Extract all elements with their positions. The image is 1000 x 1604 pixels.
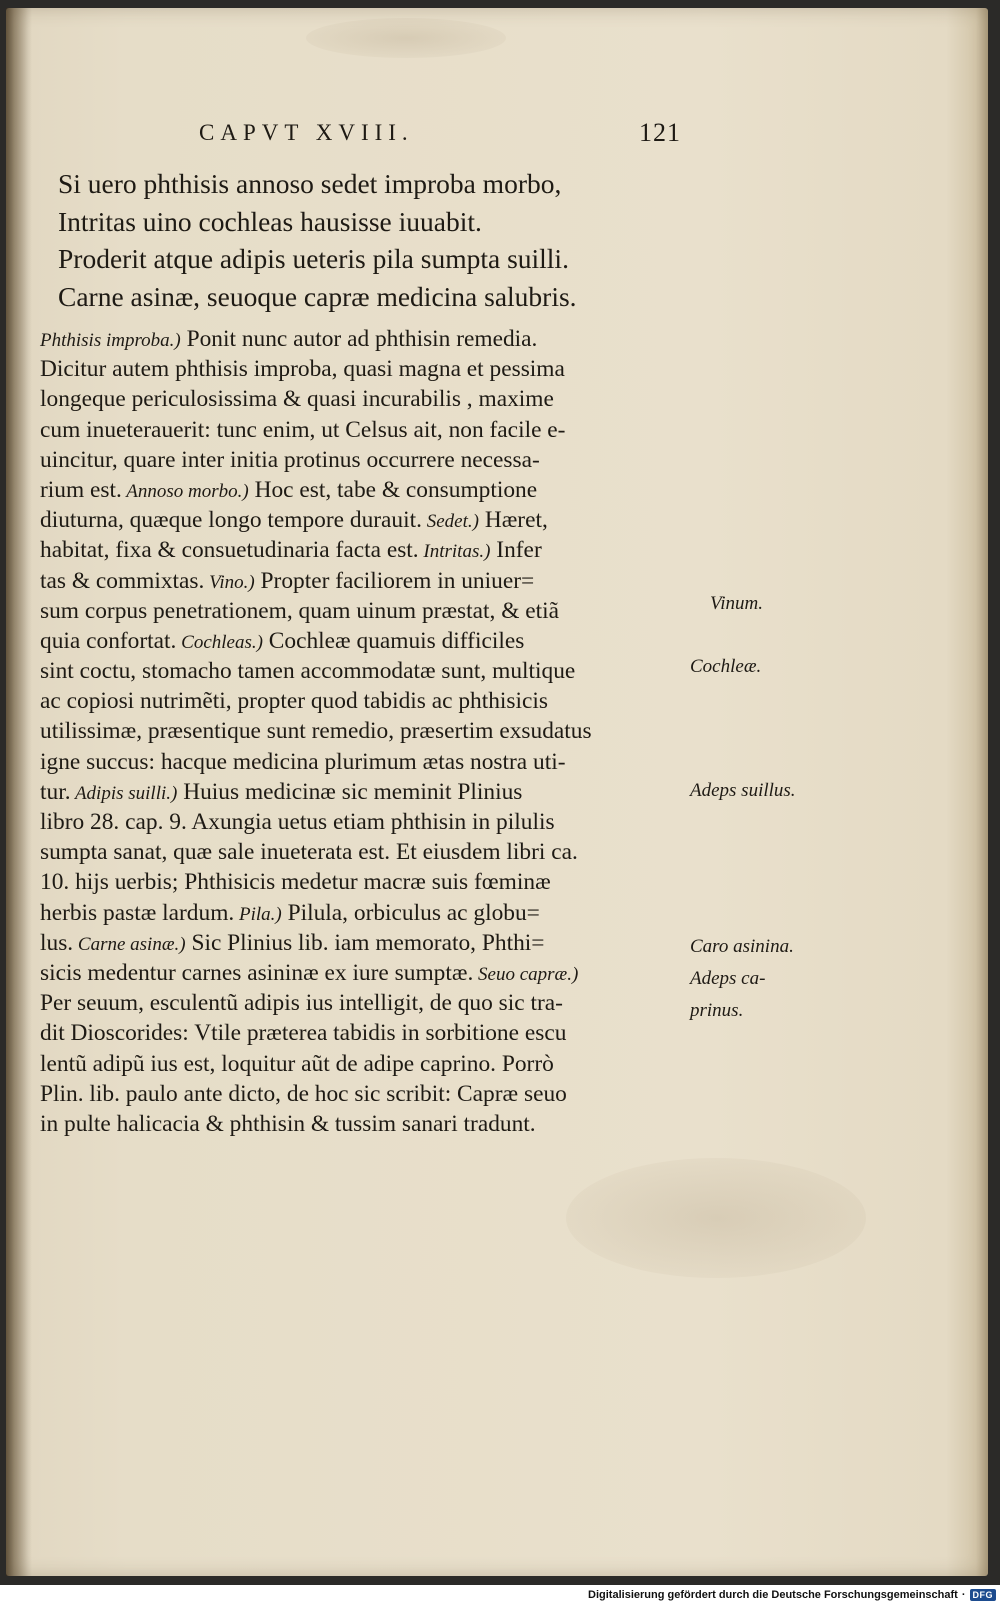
commentary-text: dit Dioscorides: Vtile præterea tabidis in sorbitione escu [40,1020,567,1047]
commentary-line [40,716,690,746]
commentary-text: cum inueterauerit: tunc enim, ut Celsus ait, non facile e- [40,416,566,443]
commentary-text: diuturna, quæque longo tempore durauit. [40,507,422,534]
commentary-block [40,324,690,1139]
lemma: Phthisis improba.) [40,330,181,351]
lemma: Seuo capræ.) [473,963,579,985]
commentary-line [40,626,690,656]
commentary-text: ac copiosi nutrimẽti, propter quod tabidis ac phthisicis [40,688,548,715]
commentary-text: sint coctu, stomacho tamen accommodatæ sunt, multique [40,658,576,685]
commentary-text: Hoc est, tabe & consumptione [248,476,538,503]
commentary-text: tas & commixtas. [40,567,205,594]
lemma: Carne asinæ.) [73,933,186,955]
spine-shadow [6,8,32,1576]
commentary-text: uincitur, quare inter initia protinus occurrere necessa- [40,446,540,473]
commentary-line [40,958,690,988]
lemma: Cochleas.) [176,631,263,653]
commentary-text: habitat, fixa & consuetudinaria facta est. [40,537,419,564]
commentary-line [40,475,690,505]
commentary-text: tur. [40,778,71,805]
commentary-text: Infer [490,537,542,564]
commentary-line [40,1109,690,1139]
commentary-text: Dicitur autem phthisis improba, quasi magna et pessima [40,356,565,383]
commentary-text: Ponit nunc autor ad phthisin remedia. [180,326,538,352]
commentary-text: quia confortat. [40,627,177,654]
commentary-line [40,656,690,686]
commentary-text: Huius medicinæ sic meminit Plinius [177,778,523,805]
commentary-line [40,445,690,475]
commentary-line [40,1049,690,1079]
verse-line: Carne asinæ, seuoque capræ medicina salubris. [58,280,577,312]
commentary-text: rium est. [40,476,122,503]
commentary-text: libro 28. cap. 9. Axungia uetus etiam phthisin in pilulis [40,809,555,835]
commentary-line [40,596,690,626]
commentary-text: Cochleæ quamuis difficiles [262,627,525,654]
commentary-line [40,324,690,354]
commentary-text: sicis medentur carnes asininæ ex iure sumptæ. [40,959,474,986]
commentary-line [40,535,690,565]
commentary-text: herbis pastæ lardum. [40,899,235,926]
margin-note-caro-asinina: Caro asinina. [690,936,794,957]
lemma: Intritas.) [418,541,491,563]
commentary-line [40,505,690,535]
margin-note-adeps-caprinus: prinus. [690,1000,744,1021]
commentary-text: igne succus: hacque medicina plurimum ætas nostra uti- [40,748,566,775]
lemma: Sedet.) [421,511,479,533]
commentary-text: Plin. lib. paulo ante dicto, de hoc sic scribit: Capræ seuo [40,1080,567,1107]
paper-stain [566,1158,866,1278]
commentary-line [40,1018,690,1048]
commentary-text: Hæret, [478,507,548,534]
commentary-line [40,807,690,837]
commentary-line [40,415,690,445]
commentary-line [40,1079,690,1109]
commentary-text: sumpta sanat, quæ sale inueterata est. Et eiusdem libri ca. [40,839,578,866]
margin-note-cochleae: Cochleæ. [690,656,762,677]
digitization-credit: Digitalisierung gefördert durch die Deutsche Forschungsgemeinschaft [588,1588,958,1601]
commentary-text: lus. [40,929,74,956]
commentary-line [40,354,690,384]
page-header [199,120,699,154]
commentary-text: Sic Plinius lib. iam memorato, Phthi= [185,929,545,956]
verse-line: Si uero phthisis annoso sedet improba morbo, [58,168,562,199]
commentary-text: Per seuum, esculentũ adipis ius intelligit, de quo sic tra- [40,990,563,1017]
digitization-footer: Digitalisierung gefördert durch die Deutsche Forschungsgemeinschaft · DFG [588,1585,996,1604]
commentary-line [40,384,690,414]
verse-line: Proderit atque adipis ueteris pila sumpta suilli. [58,243,569,274]
commentary-line [40,988,690,1018]
verse-line: Intritas uino cochleas hausisse iuuabit. [58,205,482,237]
commentary-line [40,566,690,596]
commentary-line [40,777,690,807]
commentary-text: sum corpus penetrationem, quam uinum præstat, & etiã [40,597,560,624]
commentary-text: in pulte halicacia & phthisin & tussim sanari tradunt. [40,1110,536,1137]
verse-block [58,165,678,315]
lemma: Adipis suilli.) [70,782,178,804]
margin-note-adeps-suillus: Adeps suillus. [690,780,796,801]
commentary-line [40,867,690,897]
commentary-line [40,747,690,777]
commentary-text: Pilula, orbiculus ac globu= [281,899,540,926]
running-title: CAPVT XVIII. [199,120,414,145]
book-page [6,8,988,1576]
lemma: Annoso morbo.) [121,480,249,502]
commentary-text: lentũ adipũ ius est, loquitur aũt de adipe caprino. Porrò [40,1050,554,1077]
commentary-text: utilissimæ, præsentique sunt remedio, præsertim exsudatus [40,718,592,745]
folio-number: 121 [639,118,681,147]
commentary-line [40,928,690,958]
commentary-line [40,898,690,928]
paper-stain [306,18,506,58]
commentary-text: longeque periculosissima & quasi incurabilis , maxime [40,386,554,413]
commentary-line [40,837,690,867]
margin-note-vinum: Vinum. [710,593,763,614]
commentary-text: 10. hijs uerbis; Phthisicis medetur macræ suis fœminæ [40,869,551,896]
lemma: Vino.) [204,571,255,593]
margin-note-adeps-caprinus: Adeps ca- [690,968,766,989]
lemma: Pila.) [234,903,282,925]
commentary-line [40,686,690,716]
dfg-logo: DFG [970,1589,997,1601]
commentary-text: Propter faciliorem in uniuer= [254,567,535,594]
